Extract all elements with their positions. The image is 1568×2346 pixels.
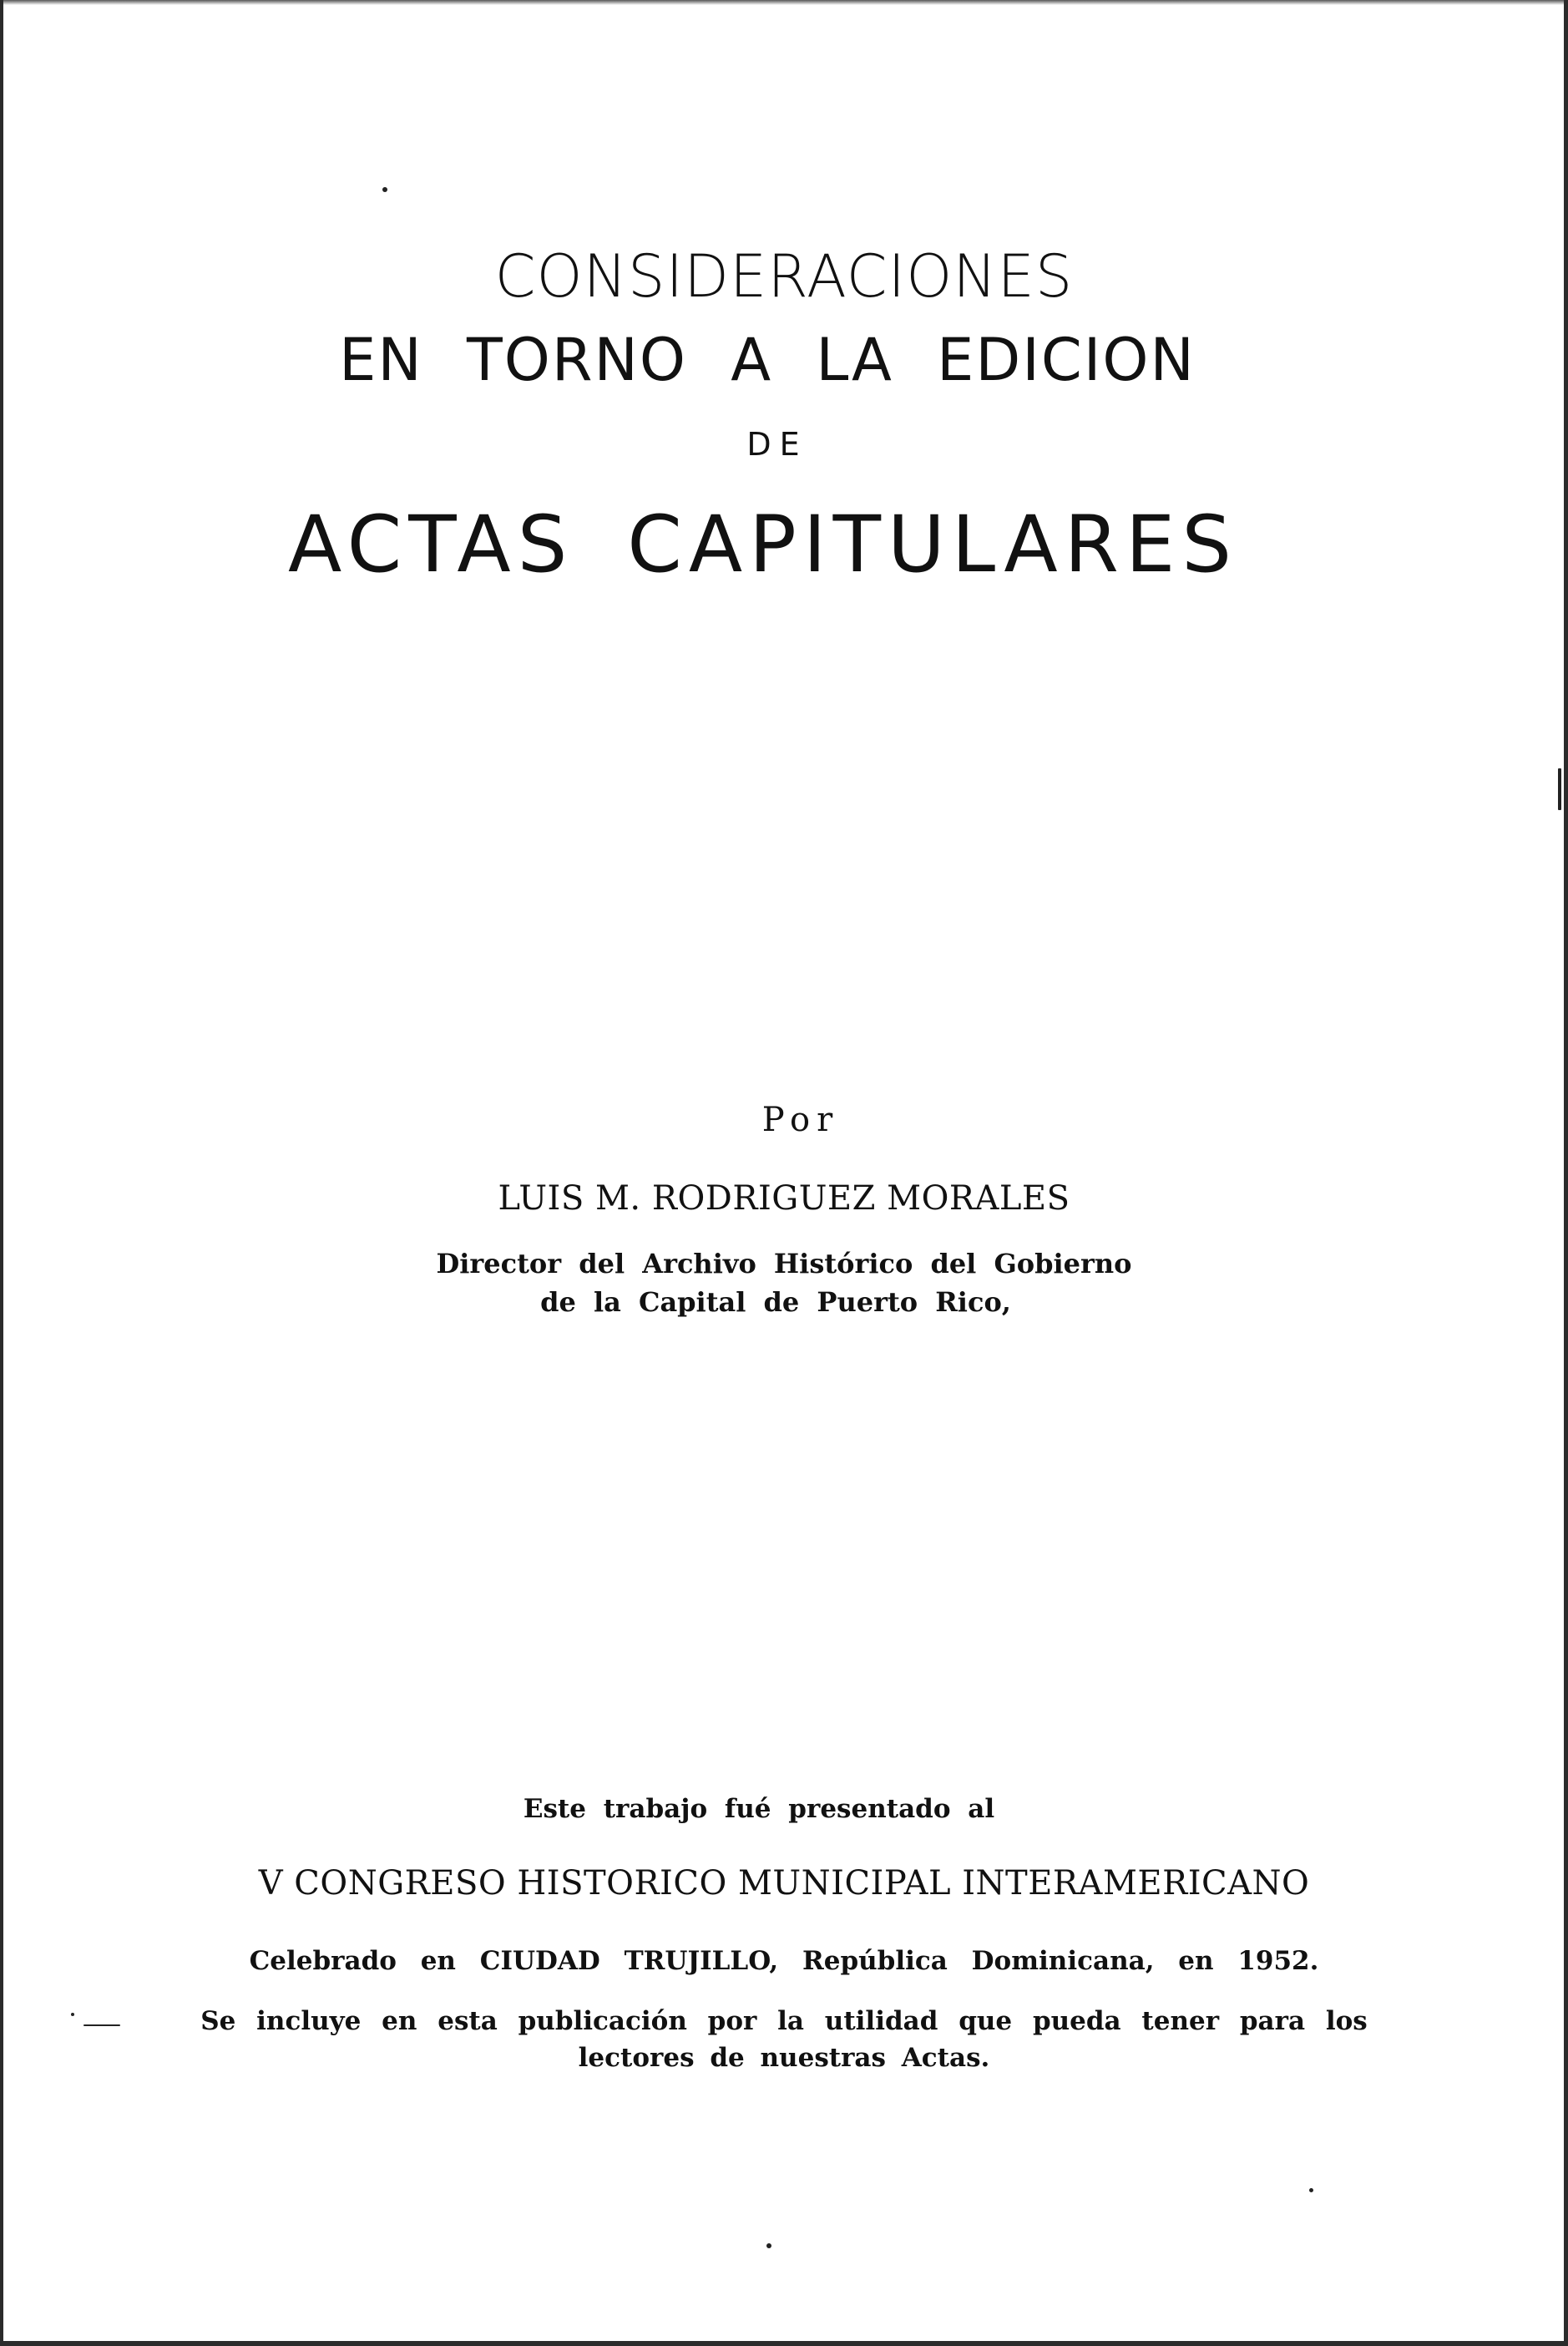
author-name: LUIS M. RODRIGUEZ MORALES [498,1179,1070,1218]
author-affiliation-line-2: de la Capital de Puerto Rico, [540,1286,1011,1318]
presentation-intro: Este trabajo fué presentado al [523,1794,995,1824]
title-line-2: EN TORNO A LA EDICION [339,326,1196,394]
publication-note-line-1: Se incluye en esta publicación por la utilidad que pueda tener para los [200,2006,1368,2036]
scan-speck [382,187,387,192]
publication-note-line-2: lectores de nuestras Actas. [578,2043,990,2073]
scan-speck [1558,768,1561,810]
congress-name: V CONGRESO HISTORICO MUNICIPAL INTERAMERICANO [258,1864,1310,1903]
scan-edge-right [1564,0,1568,2346]
byline: Por [761,1101,840,1139]
title-line-4: ACTAS CAPITULARES [287,499,1239,590]
scan-edge-top [0,0,1568,5]
scan-edge-bottom [0,2341,1568,2346]
title-line-3: DE [746,426,808,463]
author-affiliation-line-1: Director del Archivo Histórico del Gobierno [436,1248,1132,1279]
congress-location-date: Celebrado en CIUDAD TRUJILLO, República Dominicana, en 1952. [249,1946,1319,1976]
scan-speck [1309,2188,1313,2192]
title-line-1: CONSIDERACIONES [494,242,1074,311]
scan-speck [766,2243,771,2248]
